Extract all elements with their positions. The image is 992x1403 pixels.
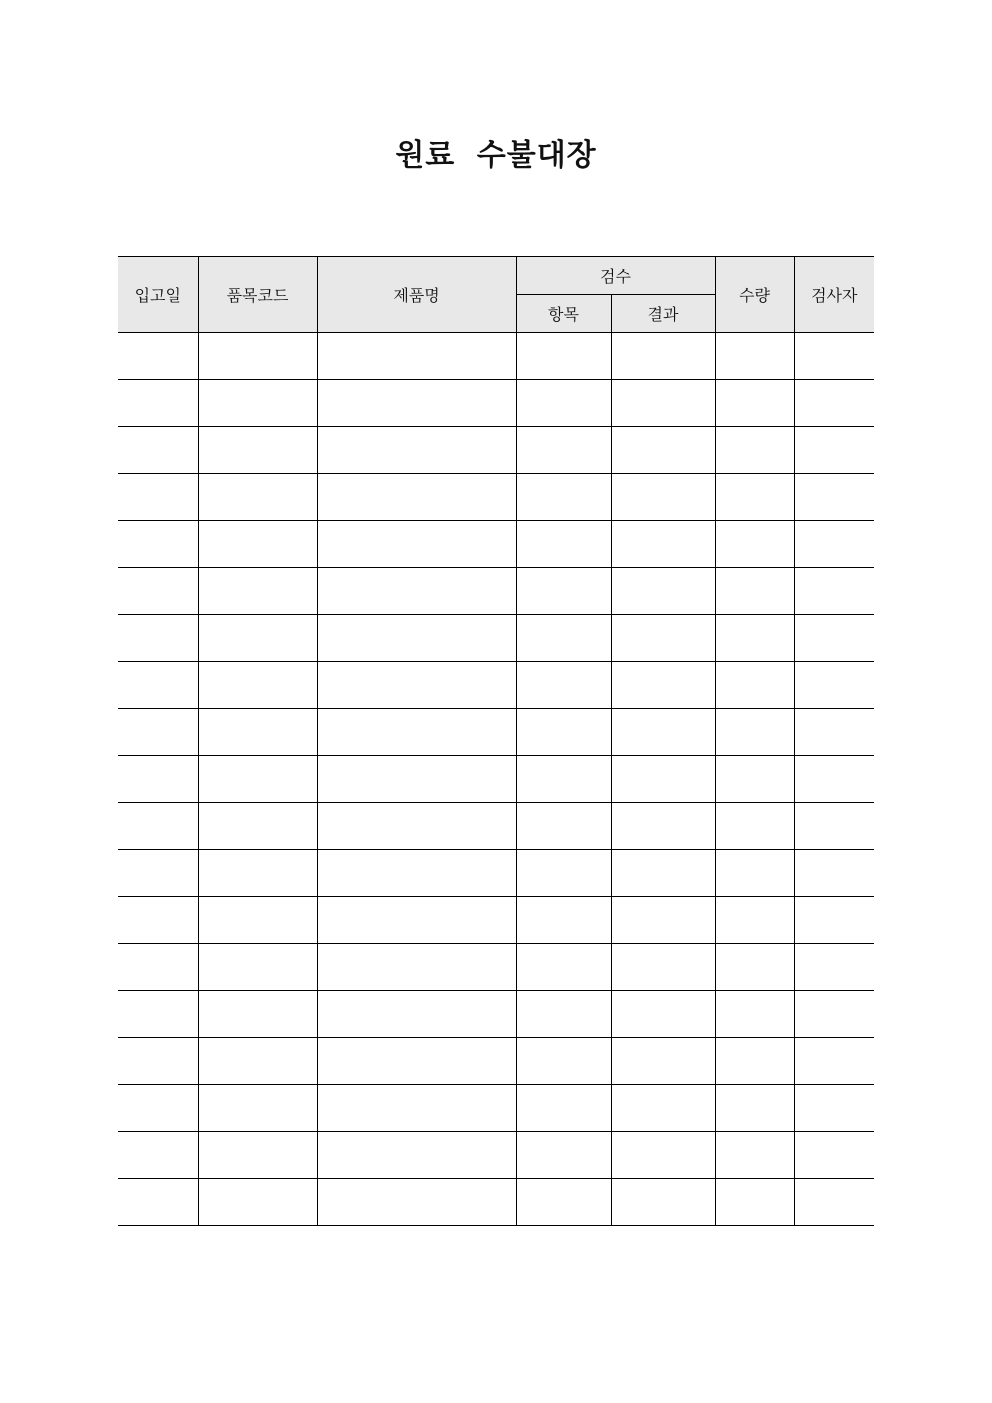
cell-product-name[interactable] (317, 803, 516, 850)
cell-product-name[interactable] (317, 709, 516, 756)
cell-item-code[interactable] (198, 662, 317, 709)
cell-inspection-result[interactable] (611, 521, 715, 568)
cell-inspection-result[interactable] (611, 474, 715, 521)
cell-inspection-item[interactable] (516, 850, 611, 897)
table-row (118, 380, 874, 427)
cell-inspection-result[interactable] (611, 333, 715, 380)
cell-product-name[interactable] (317, 474, 516, 521)
cell-quantity[interactable] (715, 756, 794, 803)
cell-inspection-result[interactable] (611, 897, 715, 944)
table-row (118, 1179, 874, 1226)
cell-inspector[interactable] (794, 521, 874, 568)
cell-quantity[interactable] (715, 1038, 794, 1085)
cell-quantity[interactable] (715, 1085, 794, 1132)
cell-item-code[interactable] (198, 474, 317, 521)
cell-inspection-item[interactable] (516, 897, 611, 944)
cell-item-code[interactable] (198, 850, 317, 897)
cell-inspection-item[interactable] (516, 333, 611, 380)
header-date-in: 입고일 (118, 257, 198, 333)
header-item-code: 품목코드 (198, 257, 317, 333)
cell-item-code[interactable] (198, 1179, 317, 1226)
cell-inspection-result[interactable] (611, 1038, 715, 1085)
cell-product-name[interactable] (317, 1038, 516, 1085)
cell-inspector[interactable] (794, 944, 874, 991)
cell-date-in[interactable] (118, 615, 198, 662)
cell-inspection-item[interactable] (516, 521, 611, 568)
cell-item-code[interactable] (198, 380, 317, 427)
cell-inspector[interactable] (794, 709, 874, 756)
cell-inspection-result[interactable] (611, 850, 715, 897)
cell-inspector[interactable] (794, 662, 874, 709)
header-row (118, 257, 874, 295)
cell-quantity[interactable] (715, 991, 794, 1038)
cell-quantity[interactable] (715, 568, 794, 615)
cell-inspection-item[interactable] (516, 1038, 611, 1085)
cell-inspection-result[interactable] (611, 803, 715, 850)
cell-inspector[interactable] (794, 568, 874, 615)
cell-item-code[interactable] (198, 756, 317, 803)
cell-product-name[interactable] (317, 333, 516, 380)
cell-inspection-item[interactable] (516, 709, 611, 756)
cell-quantity[interactable] (715, 1132, 794, 1179)
cell-quantity[interactable] (715, 333, 794, 380)
cell-inspection-result[interactable] (611, 615, 715, 662)
cell-date-in[interactable] (118, 1038, 198, 1085)
cell-date-in[interactable] (118, 662, 198, 709)
cell-inspection-result[interactable] (611, 1085, 715, 1132)
cell-quantity[interactable] (715, 850, 794, 897)
cell-inspection-result[interactable] (611, 944, 715, 991)
cell-product-name[interactable] (317, 1085, 516, 1132)
cell-inspector[interactable] (794, 1179, 874, 1226)
table-row (118, 662, 874, 709)
table-row (118, 1085, 874, 1132)
cell-item-code[interactable] (198, 521, 317, 568)
cell-product-name[interactable] (317, 1132, 516, 1179)
cell-inspection-result[interactable] (611, 1132, 715, 1179)
cell-item-code[interactable] (198, 1038, 317, 1085)
table-row (118, 427, 874, 474)
cell-date-in[interactable] (118, 568, 198, 615)
cell-product-name[interactable] (317, 944, 516, 991)
table-row (118, 709, 874, 756)
cell-inspector[interactable] (794, 1132, 874, 1179)
cell-inspector[interactable] (794, 427, 874, 474)
cell-inspection-item[interactable] (516, 427, 611, 474)
table-row (118, 521, 874, 568)
table-row (118, 897, 874, 944)
cell-date-in[interactable] (118, 1085, 198, 1132)
cell-inspection-item[interactable] (516, 1179, 611, 1226)
cell-product-name[interactable] (317, 1179, 516, 1226)
cell-inspection-item[interactable] (516, 944, 611, 991)
cell-inspection-item[interactable] (516, 1085, 611, 1132)
cell-inspector[interactable] (794, 850, 874, 897)
cell-inspection-result[interactable] (611, 427, 715, 474)
cell-quantity[interactable] (715, 944, 794, 991)
cell-date-in[interactable] (118, 897, 198, 944)
cell-quantity[interactable] (715, 521, 794, 568)
cell-inspection-item[interactable] (516, 568, 611, 615)
table-row (118, 850, 874, 897)
cell-item-code[interactable] (198, 333, 317, 380)
table-row (118, 568, 874, 615)
cell-item-code[interactable] (198, 709, 317, 756)
header-quantity: 수량 (715, 257, 794, 333)
cell-inspection-item[interactable] (516, 1132, 611, 1179)
table-row (118, 944, 874, 991)
cell-inspection-result[interactable] (611, 991, 715, 1038)
header-product-name: 제품명 (317, 257, 516, 333)
cell-product-name[interactable] (317, 756, 516, 803)
cell-product-name[interactable] (317, 568, 516, 615)
header-inspector: 검사자 (794, 257, 874, 333)
cell-item-code[interactable] (198, 615, 317, 662)
cell-date-in[interactable] (118, 944, 198, 991)
cell-product-name[interactable] (317, 427, 516, 474)
cell-date-in[interactable] (118, 427, 198, 474)
ledger-body (118, 333, 874, 1226)
cell-quantity[interactable] (715, 474, 794, 521)
table-row (118, 333, 874, 380)
cell-inspector[interactable] (794, 991, 874, 1038)
cell-product-name[interactable] (317, 897, 516, 944)
cell-product-name[interactable] (317, 991, 516, 1038)
cell-product-name[interactable] (317, 850, 516, 897)
cell-date-in[interactable] (118, 709, 198, 756)
cell-date-in[interactable] (118, 474, 198, 521)
header-inspection-item: 항목 (516, 295, 611, 333)
cell-date-in[interactable] (118, 380, 198, 427)
cell-inspection-item[interactable] (516, 474, 611, 521)
cell-inspection-result[interactable] (611, 662, 715, 709)
cell-inspection-result[interactable] (611, 1179, 715, 1226)
cell-quantity[interactable] (715, 803, 794, 850)
cell-inspection-result[interactable] (611, 380, 715, 427)
ledger-table (118, 256, 874, 1226)
cell-inspection-item[interactable] (516, 380, 611, 427)
cell-inspection-item[interactable] (516, 756, 611, 803)
cell-inspection-result[interactable] (611, 568, 715, 615)
cell-date-in[interactable] (118, 756, 198, 803)
header-inspection-result: 결과 (611, 295, 715, 333)
cell-quantity[interactable] (715, 1179, 794, 1226)
page-title: 원료 수불대장 (395, 138, 597, 173)
cell-item-code[interactable] (198, 427, 317, 474)
cell-quantity[interactable] (715, 897, 794, 944)
cell-inspector[interactable] (794, 615, 874, 662)
cell-item-code[interactable] (198, 991, 317, 1038)
cell-inspector[interactable] (794, 803, 874, 850)
cell-inspector[interactable] (794, 756, 874, 803)
cell-date-in[interactable] (118, 850, 198, 897)
table-row (118, 1038, 874, 1085)
table-row (118, 615, 874, 662)
table-row (118, 756, 874, 803)
cell-item-code[interactable] (198, 568, 317, 615)
cell-inspection-item[interactable] (516, 991, 611, 1038)
cell-item-code[interactable] (198, 1085, 317, 1132)
cell-product-name[interactable] (317, 380, 516, 427)
cell-item-code[interactable] (198, 803, 317, 850)
cell-quantity[interactable] (715, 615, 794, 662)
cell-item-code[interactable] (198, 1132, 317, 1179)
cell-date-in[interactable] (118, 991, 198, 1038)
cell-inspection-result[interactable] (611, 709, 715, 756)
cell-inspection-item[interactable] (516, 803, 611, 850)
cell-inspector[interactable] (794, 474, 874, 521)
header-inspection: 검수 (516, 257, 715, 295)
cell-inspector[interactable] (794, 333, 874, 380)
cell-product-name[interactable] (317, 615, 516, 662)
cell-quantity[interactable] (715, 380, 794, 427)
cell-inspector[interactable] (794, 897, 874, 944)
table-row (118, 474, 874, 521)
cell-date-in[interactable] (118, 1132, 198, 1179)
cell-item-code[interactable] (198, 944, 317, 991)
cell-inspector[interactable] (794, 1085, 874, 1132)
cell-quantity[interactable] (715, 709, 794, 756)
cell-inspection-result[interactable] (611, 756, 715, 803)
cell-inspection-item[interactable] (516, 662, 611, 709)
table-row (118, 803, 874, 850)
cell-date-in[interactable] (118, 333, 198, 380)
cell-date-in[interactable] (118, 521, 198, 568)
cell-item-code[interactable] (198, 897, 317, 944)
cell-product-name[interactable] (317, 662, 516, 709)
cell-date-in[interactable] (118, 803, 198, 850)
cell-date-in[interactable] (118, 1179, 198, 1226)
cell-quantity[interactable] (715, 662, 794, 709)
cell-quantity[interactable] (715, 427, 794, 474)
table-row (118, 991, 874, 1038)
cell-inspector[interactable] (794, 380, 874, 427)
cell-inspection-item[interactable] (516, 615, 611, 662)
table-row (118, 1132, 874, 1179)
cell-inspector[interactable] (794, 1038, 874, 1085)
cell-product-name[interactable] (317, 521, 516, 568)
